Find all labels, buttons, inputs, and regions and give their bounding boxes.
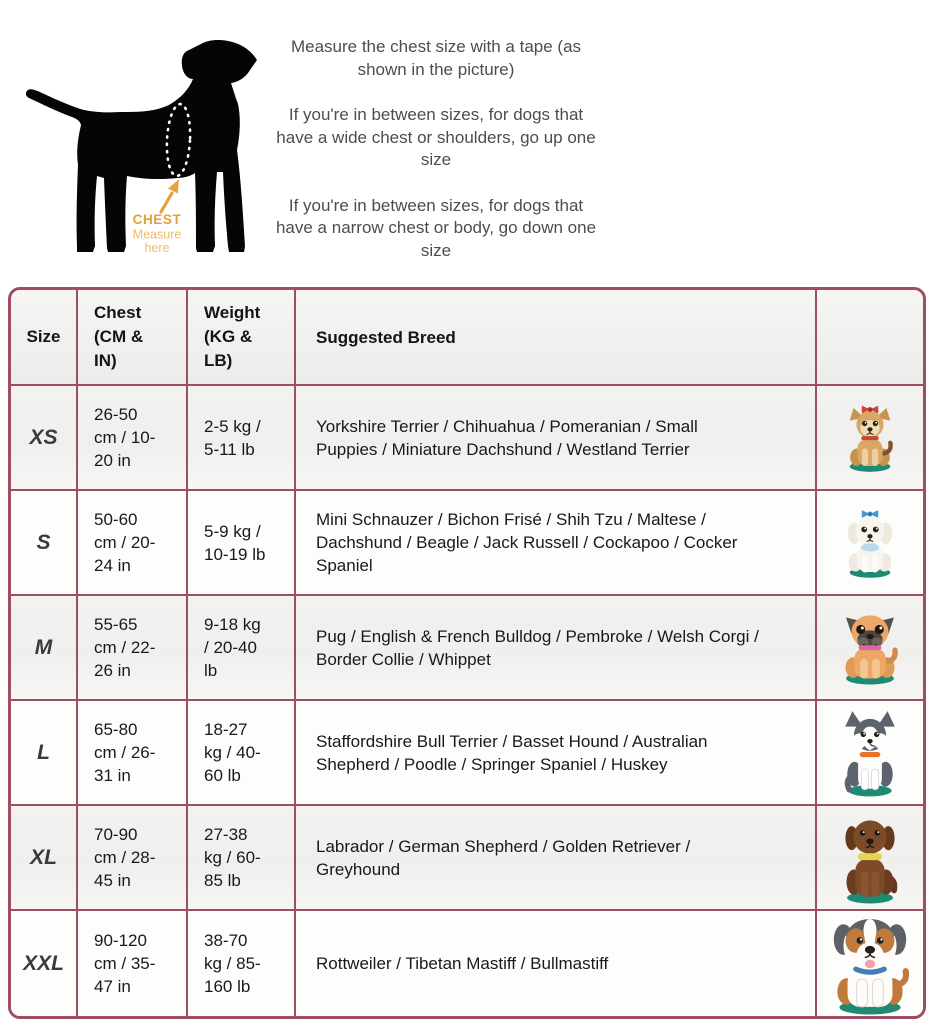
chest-cell-m: 55-65 cm / 22-26 in	[78, 596, 188, 701]
st-bernard-illustration	[821, 913, 919, 1015]
instruction-measure-tape: Measure the chest size with a tape (as shown in the picture)	[290, 37, 582, 79]
size-cell-xl: XL	[11, 806, 78, 911]
measure-here-label-line1: Measure	[132, 227, 182, 242]
breed-cell-s: Mini Schnauzer / Bichon Frisé / Shih Tzu / Maltese / Dachshund / Beagle / Jack Russell / Cockapoo / Cocker Spaniel	[296, 491, 817, 596]
image-cell-xl	[817, 806, 923, 911]
husky-illustration	[839, 709, 901, 797]
image-cell-s	[817, 491, 923, 596]
chest-cell-xs: 26-50 cm / 10-20 in	[78, 386, 188, 491]
image-cell-xxl	[817, 911, 923, 1016]
yorkshire-terrier-illustration	[841, 403, 899, 473]
chest-cell-xl: 70-90 cm / 28-45 in	[78, 806, 188, 911]
weight-cell-l: 18-27 kg / 40-60 lb	[188, 701, 296, 806]
maltese-illustration	[841, 507, 899, 579]
header-chest: Chest (CM & IN)	[78, 290, 188, 386]
breed-cell-xs: Yorkshire Terrier / Chihuahua / Pomeranian / Small Puppies / Miniature Dachshund / Westland Terrier	[296, 386, 817, 491]
pug-illustration	[837, 611, 903, 685]
chest-cell-l: 65-80 cm / 26-31 in	[78, 701, 188, 806]
image-cell-xs	[817, 386, 923, 491]
breed-cell-l: Staffordshire Bull Terrier / Basset Hound / Australian Shepherd / Poodle / Springer Spaniel / Huskey	[296, 701, 817, 806]
size-chart-table	[8, 287, 926, 1019]
size-cell-xxl: XXL	[11, 911, 78, 1016]
header-image	[817, 290, 923, 386]
weight-cell-s: 5-9 kg / 10-19 lb	[188, 491, 296, 596]
size-cell-m: M	[11, 596, 78, 701]
dog-silhouette-measurement-diagram	[0, 0, 300, 284]
image-cell-l	[817, 701, 923, 806]
chest-arrow-icon	[161, 177, 184, 212]
instruction-go-down-size: If you're in between sizes, for dogs that have a narrow chest or body, go down one size	[275, 195, 597, 260]
instruction-go-up-size: If you're in between sizes, for dogs that have a wide chest or shoulders, go up one size	[276, 105, 596, 169]
weight-cell-xs: 2-5 kg / 5-11 lb	[188, 386, 296, 491]
weight-cell-m: 9-18 kg / 20-40 lb	[188, 596, 296, 701]
breed-cell-m: Pug / English & French Bulldog / Pembroke / Welsh Corgi / Border Collie / Whippet	[296, 596, 817, 701]
chest-label: CHEST	[132, 212, 182, 227]
measure-here-label-line2: here	[144, 241, 170, 255]
breed-cell-xl: Labrador / German Shepherd / Golden Retriever / Greyhound	[296, 806, 817, 911]
chest-cell-xxl: 90-120 cm / 35-47 in	[78, 911, 188, 1016]
image-cell-m	[817, 596, 923, 701]
measuring-guide-section	[0, 0, 934, 286]
weight-cell-xl: 27-38 kg / 60-85 lb	[188, 806, 296, 911]
header-weight: Weight (KG & LB)	[188, 290, 296, 386]
breed-cell-xxl: Rottweiler / Tibetan Mastiff / Bullmastiff	[296, 911, 817, 1016]
chest-cell-s: 50-60 cm / 20-24 in	[78, 491, 188, 596]
header-breed: Suggested Breed	[296, 290, 817, 386]
size-cell-s: S	[11, 491, 78, 596]
size-cell-l: L	[11, 701, 78, 806]
labrador-illustration	[838, 812, 902, 904]
measuring-instructions	[272, 36, 600, 285]
size-cell-xs: XS	[11, 386, 78, 491]
weight-cell-xxl: 38-70 kg / 85-160 lb	[188, 911, 296, 1016]
header-size: Size	[11, 290, 78, 386]
